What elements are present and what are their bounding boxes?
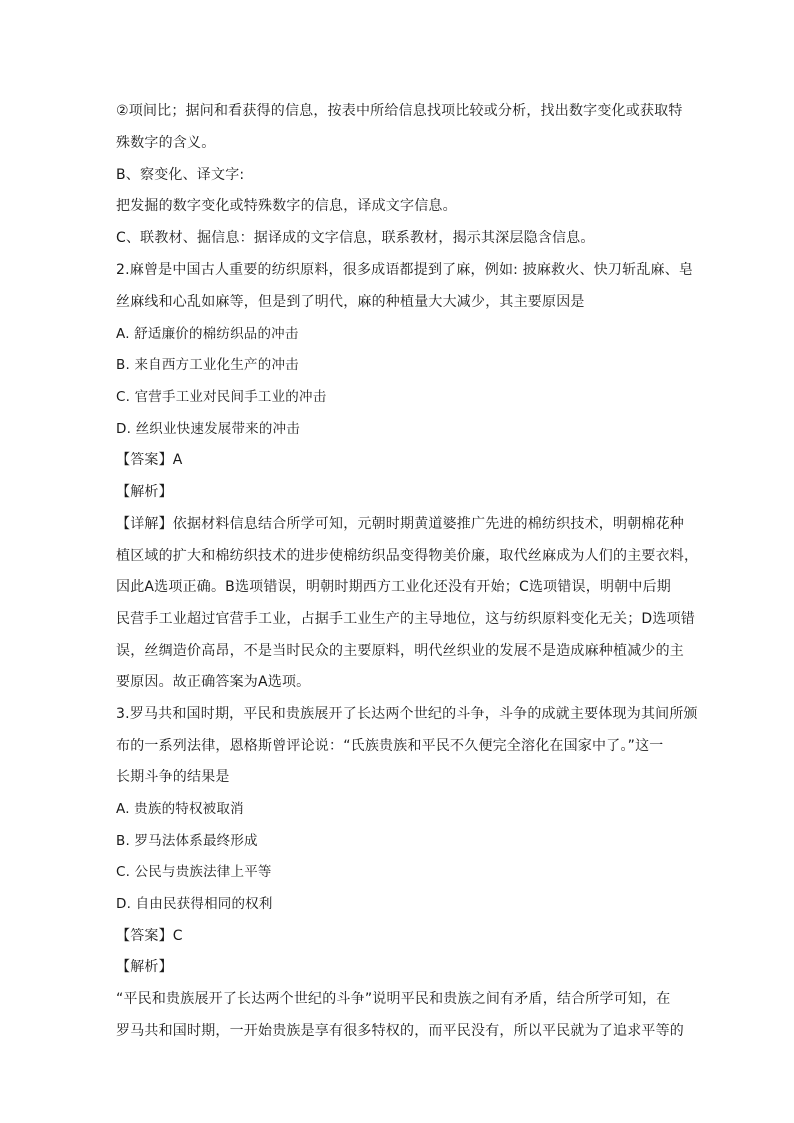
option-d: D. 丝织业快速发展带来的冲击: [116, 421, 300, 437]
explanation-line: 【详解】依据材料信息结合所学可知，元朝时期黄道婆推广先进的棉纺织技术，明朝棉花种: [116, 516, 684, 532]
question-2-stem: 丝麻线和心乱如麻等，但是到了明代，麻的种植量大大减少，其主要原因是: [116, 294, 585, 310]
explanation-line: 要原因。故正确答案为A选项。: [116, 674, 311, 690]
option-d: D. 自由民获得相同的权利: [116, 896, 273, 912]
question-3-stem: 布的一系列法律，恩格斯曾评论说：“氏族贵族和平民不久便完全溶化在国家中了。”这一: [116, 738, 664, 754]
answer-label: 【答案】A: [116, 452, 183, 468]
analysis-label: 【解析】: [116, 484, 173, 500]
explanation-line: 植区域的扩大和棉纺织技术的进步使棉纺织品变得物美价廉，取代丝麻成为人们的主要衣料，: [116, 548, 699, 564]
text-line: ②项间比；据问和看获得的信息，按表中所给信息找项比较或分析，找出数字变化或获取特: [116, 103, 683, 119]
explanation-line: “平民和贵族展开了长达两个世纪的斗争”说明平民和贵族之间有矛盾，结合所学可知，在: [116, 991, 671, 1007]
option-a: A. 贵族的特权被取消: [116, 801, 244, 817]
explanation-line: 因此A选项正确。B选项错误，明朝时期西方工业化还没有开始；C选项错误，明朝中后期: [116, 579, 671, 595]
option-c: C. 公民与贵族法律上平等: [116, 864, 272, 880]
text-line: 把发掘的数字变化或特殊数字的信息，译成文字信息。: [116, 198, 457, 214]
explanation-line: 误，丝绸造价高昂，不是当时民众的主要原料，明代丝织业的发展不是造成麻种植减少的主: [116, 643, 684, 659]
analysis-label: 【解析】: [116, 959, 173, 975]
text-line: B、察变化、译文字:: [116, 167, 245, 183]
answer-label: 【答案】C: [116, 928, 183, 944]
question-3-stem: 3.罗马共和国时期，平民和贵族展开了长达两个世纪的斗争，斗争的成就主要体现为其间所颁: [116, 706, 698, 722]
option-a: A. 舒适廉价的棉纺织品的冲击: [116, 326, 299, 342]
question-3-stem: 长期斗争的结果是: [116, 769, 230, 785]
option-c: C. 官营手工业对民间手工业的冲击: [116, 389, 327, 405]
option-b: B. 罗马法体系最终形成: [116, 833, 258, 849]
text-line: C、联教材、掘信息：据译成的文字信息，联系教材，揭示其深层隐含信息。: [116, 230, 595, 246]
explanation-line: 民营手工业超过官营手工业，占据手工业生产的主导地位，这与纺织原料变化无关；D选项错: [116, 611, 695, 627]
option-b: B. 来自西方工业化生产的冲击: [116, 357, 299, 373]
text-line: 殊数字的含义。: [116, 135, 216, 151]
question-2-stem: 2.麻曾是中国古人重要的纺织原料，很多成语都提到了麻，例如: 披麻救火、快刀斩乱麻、皂: [116, 262, 694, 278]
explanation-line: 罗马共和国时期，一开始贵族是享有很多特权的，而平民没有，所以平民就为了追求平等的: [116, 1023, 684, 1039]
